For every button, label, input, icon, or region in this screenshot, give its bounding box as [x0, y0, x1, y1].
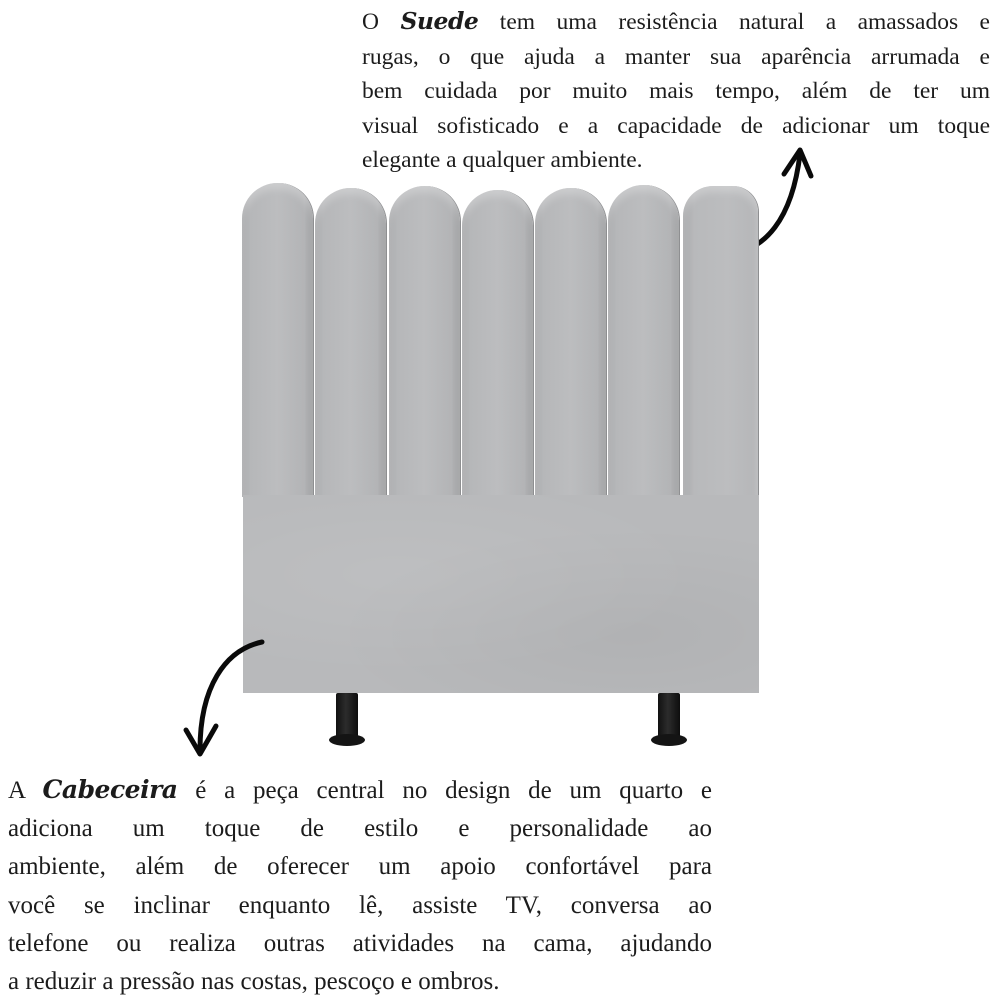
cabeceira-description-line-3: ambiente, além de oferecer um apoio confortável para: [8, 853, 712, 881]
suede-description-line-4: visual sofisticado e a capacidade de adicionar um toque: [362, 112, 990, 139]
suede-description-line-3: bem cuidada por muito mais tempo, além de ter um: [362, 78, 990, 104]
suede-emphasis: Suede: [400, 7, 479, 35]
headboard-panel: [462, 190, 533, 504]
cabeceira-emphasis: Cabeceira: [42, 775, 178, 804]
line-rest: tem uma resistência natural a amassados e: [478, 9, 990, 35]
headboard-panel: [242, 183, 313, 497]
headboard-panel: [315, 188, 386, 502]
headboard-image: [240, 180, 762, 750]
headboard-panel: [683, 186, 758, 500]
line-prefix: A: [8, 777, 43, 804]
headboard-base: [243, 495, 759, 693]
curved-arrow-down-icon: [180, 632, 275, 762]
cabeceira-description-line-1: [8, 771, 712, 810]
line-rest: é a peça central no design de um quarto e: [177, 777, 712, 804]
suede-description-line-1: [362, 4, 990, 40]
cabeceira-description-line-4: você se inclinar enquanto lê, assiste TV, conversa ao: [8, 891, 712, 919]
cabeceira-description-line-6: a reduzir a pressão nas costas, pescoço e ombros.: [8, 968, 500, 996]
line-prefix: O: [362, 9, 401, 35]
headboard-panels: [240, 180, 762, 500]
cabeceira-description-line-2: adiciona um toque de estilo e personalidade ao: [8, 815, 712, 843]
suede-description: [362, 4, 990, 178]
headboard-panel: [389, 186, 460, 500]
cabeceira-description-line-5: telefone ou realiza outras atividades na cama, ajudando: [8, 929, 712, 957]
headboard-foot-right: [651, 734, 687, 746]
headboard-panel: [535, 188, 606, 502]
suede-description-line-2: rugas, o que ajuda a manter sua aparência arrumada e: [362, 43, 990, 70]
headboard-foot-left: [329, 734, 365, 746]
headboard-panel: [608, 185, 679, 499]
cabeceira-description: [8, 771, 712, 1001]
suede-description-line-5: elegante a qualquer ambiente.: [362, 147, 643, 173]
